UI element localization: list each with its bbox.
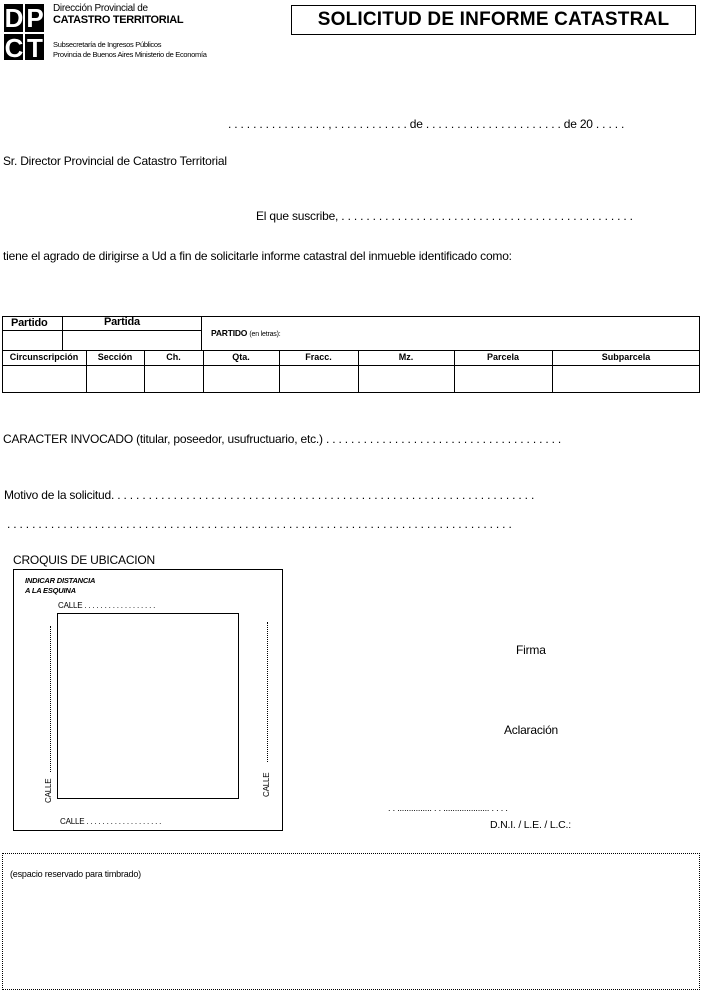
org-subsecretaria: Subsecretaría de Ingresos Públicos (53, 40, 162, 49)
calle-top: CALLE . . . . . . . . . . . . . . . . . . (58, 601, 156, 610)
subscriber-line[interactable]: El que suscribe, . . . . . . . . . . . . . . . . . . . . . . . . . . . . . . . . . . . . . . . . . . . . . . . (256, 209, 633, 223)
col-seccion: Sección (97, 352, 133, 362)
caracter-invocado-line[interactable]: CARACTER INVOCADO (titular, poseedor, usufructuario, etc.) . . . . . . . . . . . . . . . . . . . . . . . . . . . . . . . . . . . . . . (3, 432, 562, 446)
dni-label: D.N.I. / L.E. / L.C.: (490, 819, 571, 831)
col-parcela: Parcela (486, 352, 520, 362)
logo-letter: P (24, 3, 45, 33)
addressee: Sr. Director Provincial de Catastro Territorial (3, 154, 227, 168)
croquis-block (57, 613, 239, 799)
calle-bottom: CALLE . . . . . . . . . . . . . . . . . . . (60, 817, 162, 826)
croquis-note-line2: A LA ESQUINA (25, 586, 76, 595)
dni-dots[interactable]: . . ............... . . .................... . . . . (388, 803, 508, 813)
logo-letter: T (24, 33, 45, 63)
col-circunscripcion: Circunscripción (9, 352, 79, 362)
calle-right-dots (267, 622, 268, 762)
croquis-note-line1: INDICAR DISTANCIA (25, 576, 96, 585)
col-fraccion: Fracc. (305, 352, 332, 362)
col-chacra: Ch. (166, 352, 181, 362)
org-name-line1: Dirección Provincial de (53, 3, 148, 14)
logo-letter: D (4, 3, 23, 33)
motivo-line[interactable]: Motivo de la solicitud. . . . . . . . . . . . . . . . . . . . . . . . . . . . . . . . . . . . . . . . . . . . . . . . . . . . . . . . . . . . . . . . . . . . (4, 488, 535, 502)
form-title: SOLICITUD DE INFORME CATASTRAL (291, 5, 696, 35)
calle-right: CALLE (262, 772, 271, 797)
calle-left: CALLE (44, 778, 53, 803)
col-manzana: Mz. (398, 352, 414, 362)
firma-label: Firma (516, 643, 546, 657)
aclaracion-label: Aclaración (504, 723, 559, 737)
partido-letters-note: (en letras): (249, 331, 281, 338)
partido-letters-label (211, 328, 280, 338)
calle-left-dots (50, 626, 51, 772)
reserved-label: (espacio reservado para timbrado) (10, 869, 141, 879)
col-quinta: Qta. (232, 352, 250, 362)
org-ministerio: Provincia de Buenos Aires Ministerio de Economía (53, 50, 207, 59)
logo-letter: C (4, 33, 23, 63)
partido-header: Partido (11, 317, 48, 329)
col-subparcela: Subparcela (601, 352, 651, 362)
date-line[interactable]: . . . . . . . . . . . . . . . . , . . . . . . . . . . . . de . . . . . . . . . . . . . . . . . . . . . . de 20 . . . . . (228, 117, 625, 131)
partida-header: Partida (104, 316, 140, 328)
dpct-logo (3, 3, 45, 63)
request-text: tiene el agrado de dirigirse a Ud a fin de solicitarle informe catastral del inmueble identificado como: (3, 249, 512, 263)
croquis-title: CROQUIS DE UBICACION (13, 553, 156, 567)
motivo-continuation-line[interactable]: . . . . . . . . . . . . . . . . . . . . . . . . . . . . . . . . . . . . . . . . . . . . . . . . . . . . . . . . . . . . . . . . . . . . . . . . . . . . . . . . . (7, 517, 512, 531)
partido-letters-title: PARTIDO (211, 328, 248, 338)
org-name-line2: CATASTRO TERRITORIAL (53, 14, 184, 26)
